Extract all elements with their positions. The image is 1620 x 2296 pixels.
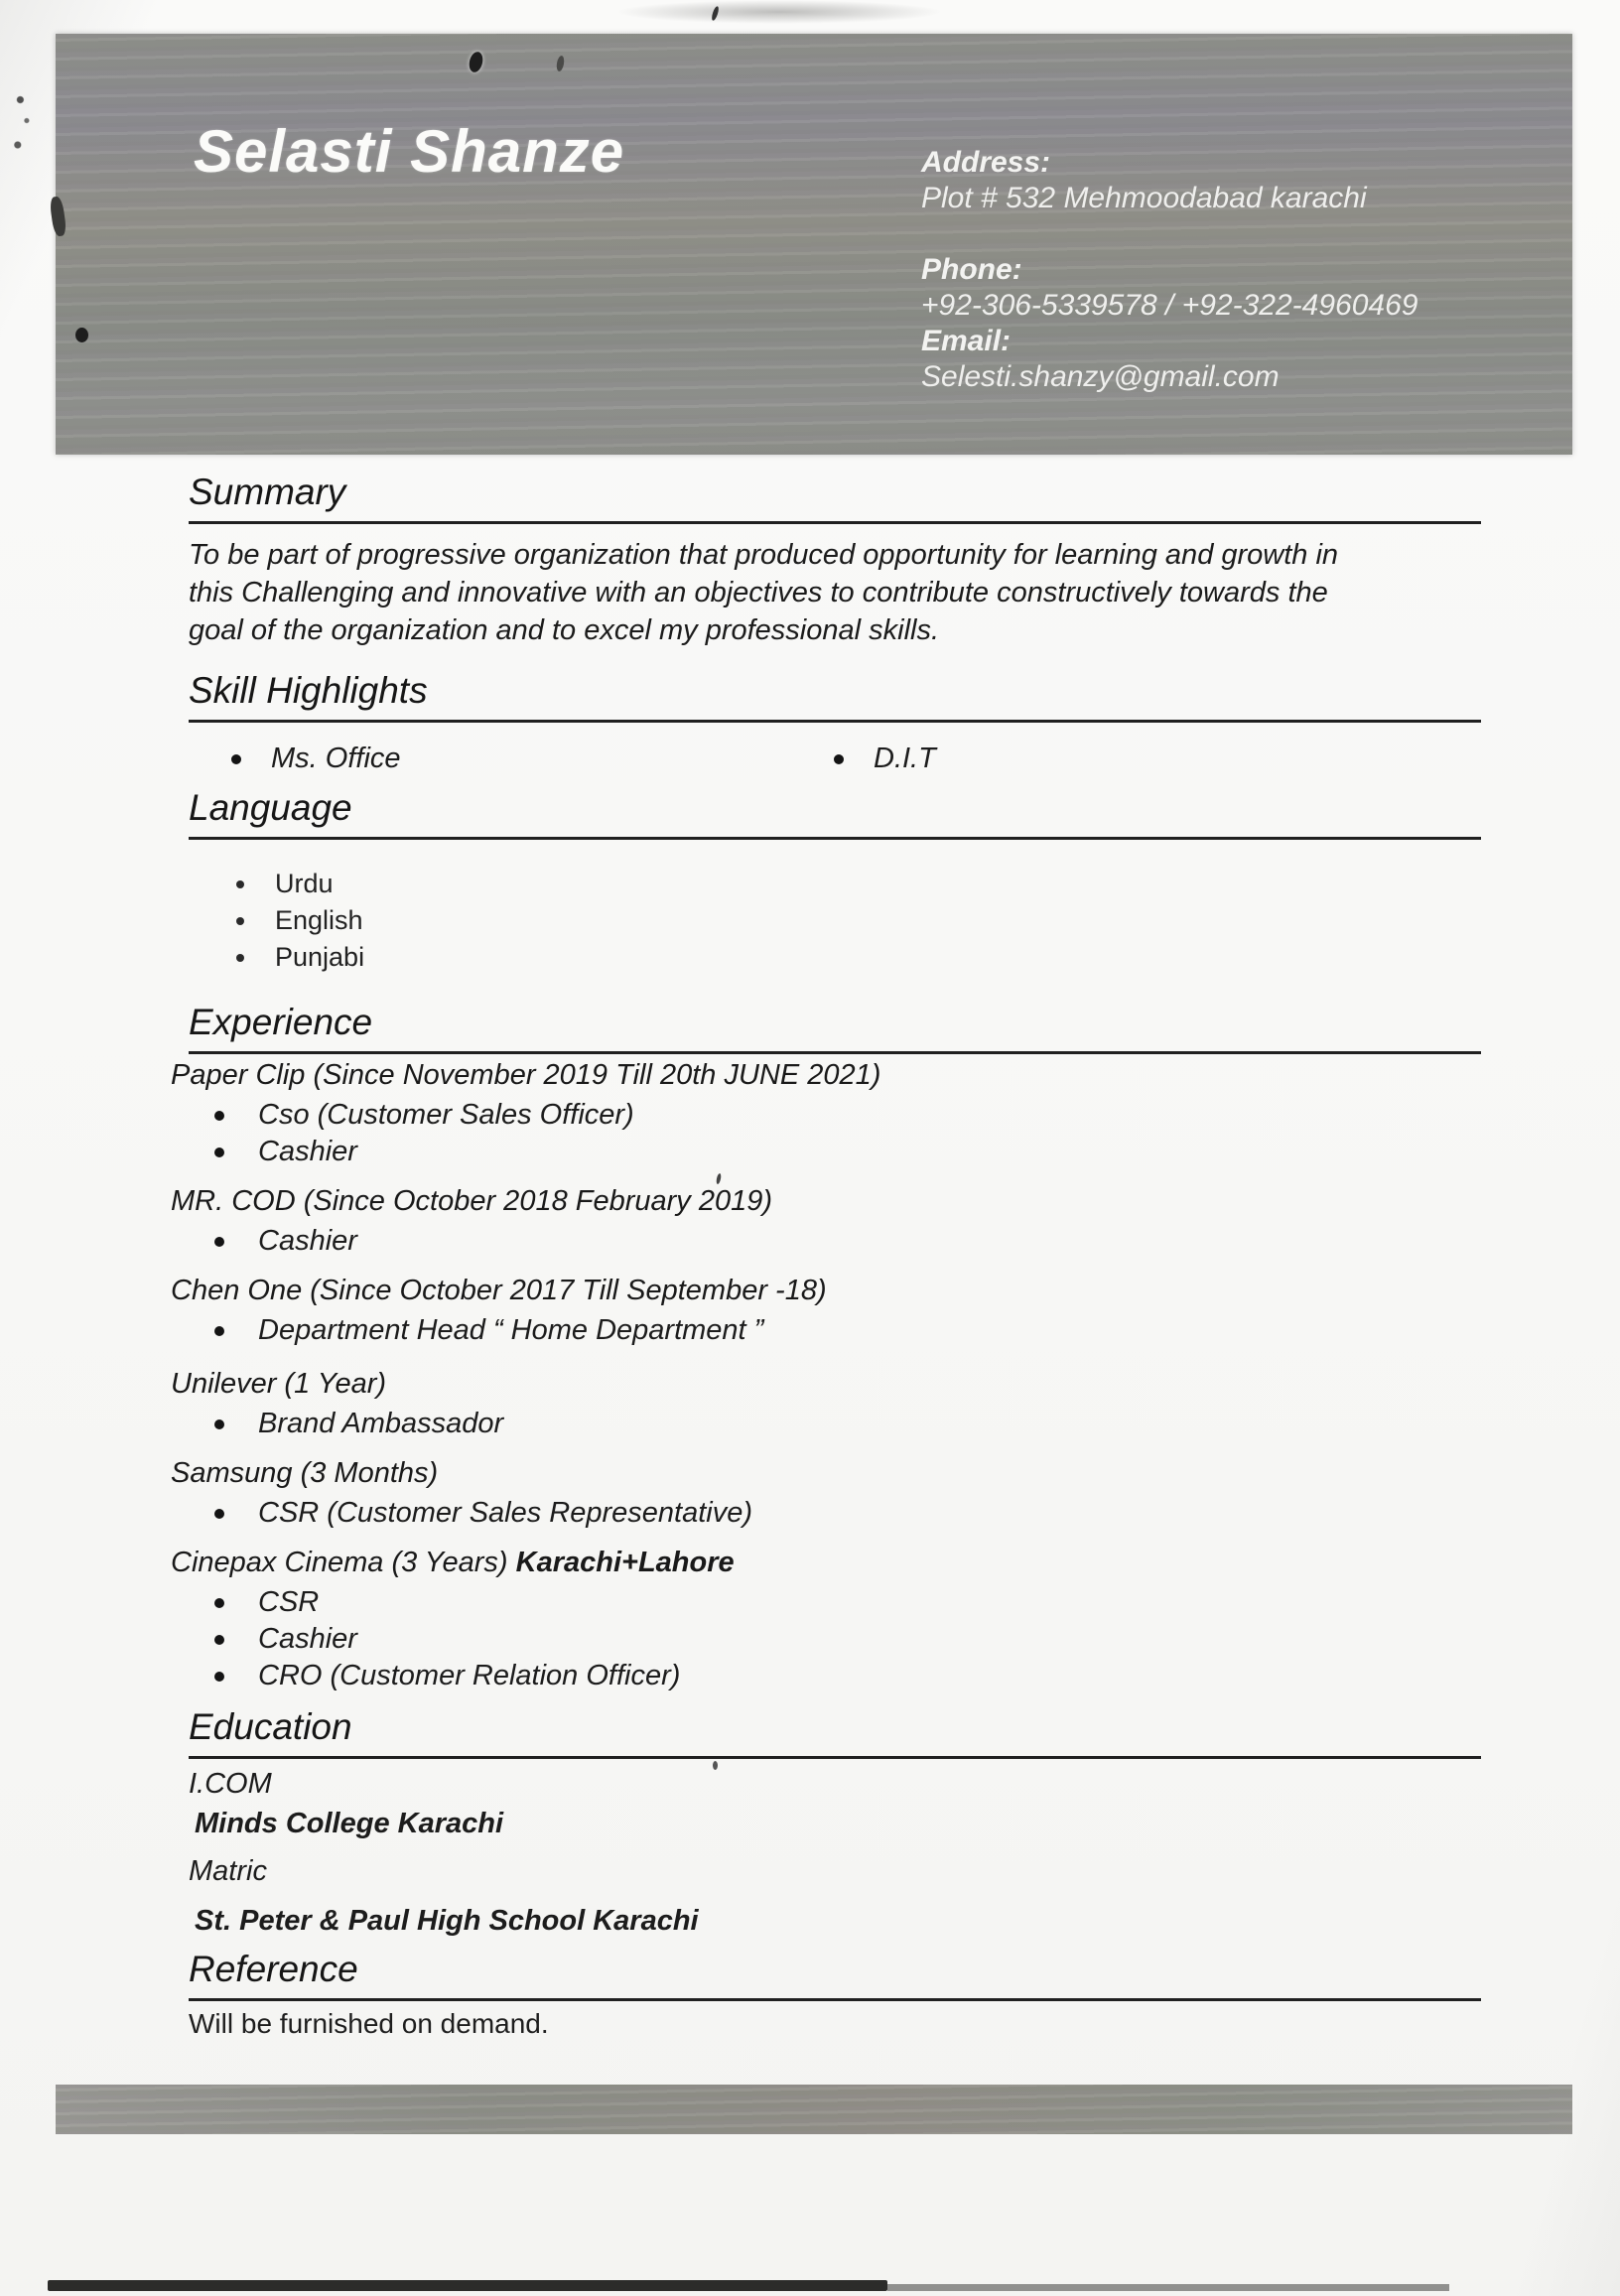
role-label: Cso (Customer Sales Officer) <box>258 1099 634 1131</box>
summary-line: this Challenging and innovative with an objectives to contribute constructively towards the <box>189 577 1328 608</box>
bullet-icon <box>214 1635 224 1645</box>
scan-artifact <box>615 0 943 24</box>
list-item <box>189 1658 1481 1694</box>
bullet-icon <box>214 1419 224 1429</box>
bullet-icon <box>236 954 244 962</box>
scan-artifact <box>75 328 88 342</box>
list-item <box>189 866 1481 902</box>
bullet-icon <box>236 917 244 925</box>
list-item <box>834 743 936 775</box>
role-label: CSR (Customer Sales Representative) <box>258 1497 753 1529</box>
education-entry: Matric <box>189 1855 267 1887</box>
company-text: Samsung (3 Months) <box>171 1457 439 1489</box>
header-band <box>56 34 1572 455</box>
summary-line: goal of the organization and to excel my professional skills. <box>189 614 940 646</box>
phone-value: +92-306-5339578 / +92-322-4960469 <box>921 289 1418 322</box>
language-label: English <box>275 905 363 935</box>
address-label: Address: <box>921 146 1051 179</box>
education-entry: Minds College Karachi <box>195 1808 504 1839</box>
list-item <box>231 743 401 775</box>
bullet-icon <box>214 1148 224 1157</box>
footer-band <box>56 2085 1572 2134</box>
company-text: MR. COD (Since October 2018 February 2019) <box>171 1185 773 1217</box>
bullet-icon <box>214 1598 224 1608</box>
email-value: Selesti.shanzy@gmail.com <box>921 360 1280 393</box>
bullet-icon <box>834 754 844 764</box>
education-heading: Education <box>189 1709 1481 1759</box>
job-company <box>171 1367 1481 1401</box>
company-text: Paper Clip (Since November 2019 Till 20th JUNE 2021) <box>171 1059 881 1091</box>
job-company <box>171 1274 1481 1307</box>
language-list <box>189 866 1481 976</box>
bullet-icon <box>214 1237 224 1247</box>
bullet-icon <box>231 754 241 764</box>
education-entry: St. Peter & Paul High School Karachi <box>195 1905 699 1937</box>
scan-edge-shadow <box>887 2284 1449 2291</box>
bullet-icon <box>214 1326 224 1336</box>
bullet-icon <box>214 1509 224 1519</box>
scan-edge-shadow <box>48 2280 887 2291</box>
bullet-icon <box>214 1111 224 1121</box>
reference-text: Will be furnished on demand. <box>189 2008 549 2039</box>
contact-block <box>921 145 1418 395</box>
resume-body <box>171 472 1481 2041</box>
skill-label: Ms. Office <box>271 743 401 774</box>
list-item <box>189 1134 1481 1170</box>
company-text: Cinepax Cinema (3 Years) <box>171 1547 516 1578</box>
list-item <box>189 1584 1481 1621</box>
role-label: Department Head “ Home Department ” <box>258 1314 764 1346</box>
phone-label: Phone: <box>921 253 1022 286</box>
role-label: CSR <box>258 1586 320 1618</box>
list-item <box>189 1495 1481 1532</box>
scan-artifact <box>10 89 36 159</box>
resume-name: Selasti Shanze <box>194 118 625 185</box>
bullet-icon <box>236 880 244 888</box>
education-entry: I.COM <box>189 1768 272 1800</box>
role-label: Cashier <box>258 1623 357 1655</box>
company-text: Chen One (Since October 2017 Till September -18) <box>171 1275 827 1306</box>
bullet-icon <box>214 1672 224 1682</box>
role-label: CRO (Customer Relation Officer) <box>258 1660 681 1691</box>
language-heading: Language <box>189 790 1481 840</box>
role-label: Cashier <box>258 1225 357 1257</box>
reference-heading: Reference <box>189 1952 1481 2001</box>
job-company <box>171 1184 1481 1218</box>
list-item <box>189 939 1481 976</box>
list-item <box>189 1312 1481 1349</box>
language-label: Punjabi <box>275 942 365 972</box>
list-item <box>189 1223 1481 1260</box>
job-company <box>171 1456 1481 1490</box>
summary-line: To be part of progressive organization that produced opportunity for learning and growth in <box>189 539 1339 571</box>
role-label: Cashier <box>258 1136 357 1167</box>
role-label: Brand Ambassador <box>258 1408 504 1439</box>
skills-list <box>189 743 1481 776</box>
company-text-bold: Karachi+Lahore <box>515 1547 735 1578</box>
list-item <box>189 1097 1481 1134</box>
skills-heading: Skill Highlights <box>189 673 1481 723</box>
address-value: Plot # 532 Mehmoodabad karachi <box>921 182 1367 214</box>
scan-artifact <box>713 1761 718 1770</box>
skill-label: D.I.T <box>874 743 936 774</box>
summary-paragraph <box>189 536 1481 649</box>
experience-heading: Experience <box>189 1005 1481 1054</box>
job-company <box>171 1058 1481 1092</box>
list-item <box>189 1621 1481 1658</box>
summary-heading: Summary <box>189 474 1481 524</box>
company-text: Unilever (1 Year) <box>171 1368 387 1400</box>
job-company <box>171 1546 1481 1579</box>
list-item <box>189 902 1481 939</box>
list-item <box>189 1406 1481 1442</box>
contact-gap <box>921 216 1418 252</box>
language-label: Urdu <box>275 869 334 898</box>
email-label: Email: <box>921 325 1012 357</box>
